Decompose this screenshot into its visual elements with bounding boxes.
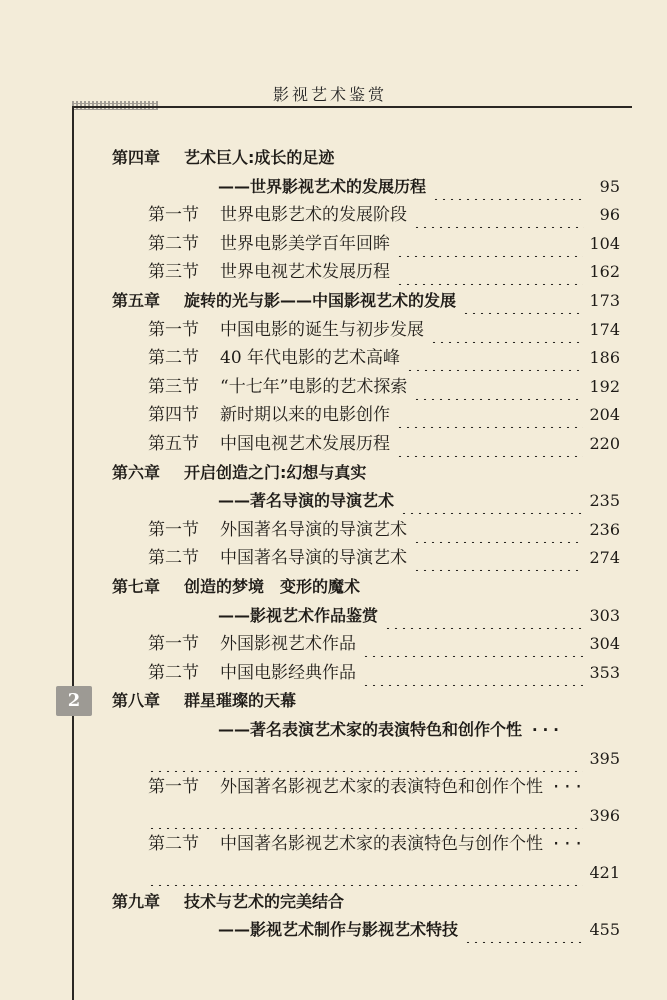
header-rule bbox=[72, 106, 632, 108]
toc-chapter-row bbox=[0, 288, 620, 314]
page-number: 173 bbox=[589, 291, 620, 310]
chapter-subtitle: ——世界影视艺术的发展历程 bbox=[218, 176, 427, 196]
page-number: 186 bbox=[589, 348, 620, 368]
toc-section-row bbox=[0, 431, 620, 457]
chapter-title: 艺术巨人:成长的足迹 bbox=[184, 148, 335, 167]
leader-tail: ··· bbox=[530, 720, 562, 739]
chapter-title: 开启创造之门:幻想与真实 bbox=[184, 462, 367, 482]
leader-dots bbox=[362, 639, 583, 657]
toc-section-row bbox=[0, 231, 620, 257]
leader-dots bbox=[406, 353, 583, 371]
section-label: 第四节 bbox=[148, 405, 199, 426]
section-title: 世界电视艺术发展历程 bbox=[220, 262, 390, 283]
section-label: 第二节 bbox=[148, 662, 199, 683]
page-number: 236 bbox=[589, 519, 620, 539]
section-label: 第二节 bbox=[148, 834, 199, 855]
section-label: 第三节 bbox=[148, 262, 199, 283]
leader-dots bbox=[413, 553, 583, 571]
page-number: 396 bbox=[589, 805, 620, 825]
toc-continuation-row bbox=[0, 803, 620, 829]
section-title: 外国著名导演的导演艺术 bbox=[220, 519, 407, 540]
page-number: 96 bbox=[599, 205, 620, 225]
section-title: 外国影视艺术作品 bbox=[220, 634, 356, 655]
section-label: 第一节 bbox=[148, 319, 199, 340]
leader-dots bbox=[148, 754, 583, 772]
toc-section-row bbox=[0, 631, 620, 657]
page-number: 204 bbox=[589, 405, 620, 425]
toc-chapter-row bbox=[0, 145, 620, 171]
leader-dots bbox=[400, 496, 583, 514]
leader-tail: ··· bbox=[551, 834, 585, 855]
toc-section-row bbox=[0, 317, 620, 343]
toc-subtitle-row bbox=[0, 603, 620, 629]
chapter-subtitle: ——影视艺术制作与影视艺术特技 bbox=[218, 920, 459, 940]
running-header-title: 影视艺术鉴赏 bbox=[272, 85, 388, 104]
toc-chapter-row bbox=[0, 688, 620, 714]
leader-dots bbox=[413, 210, 584, 228]
leader-dots bbox=[396, 410, 583, 428]
page-number: 304 bbox=[589, 634, 620, 654]
chapter-title: 创造的梦境 变形的魔术 bbox=[184, 577, 361, 596]
section-label: 第一节 bbox=[148, 205, 199, 226]
page-number: 95 bbox=[599, 176, 620, 196]
chapter-title: 技术与艺术的完美结合 bbox=[184, 891, 345, 911]
toc-chapter-row bbox=[0, 574, 620, 600]
toc-subtitle-row bbox=[0, 174, 620, 200]
page-number: 104 bbox=[589, 233, 620, 253]
toc-subtitle-row bbox=[0, 488, 620, 514]
chapter-title: 旋转的光与影——中国影视艺术的发展 bbox=[184, 291, 457, 310]
leader-dots bbox=[148, 868, 583, 886]
section-title: 40 年代电影的艺术高峰 bbox=[220, 348, 401, 369]
toc-section_wrap-row bbox=[0, 774, 620, 800]
toc-subtitle_wrap-row bbox=[0, 717, 620, 743]
section-title: 新时期以来的电影创作 bbox=[220, 405, 390, 426]
chapter-title: 群星璀璨的天幕 bbox=[184, 691, 297, 711]
chapter-label: 第七章 bbox=[112, 577, 161, 596]
leader-dots bbox=[148, 811, 583, 829]
leader-dots bbox=[413, 525, 583, 543]
section-label: 第一节 bbox=[148, 777, 199, 798]
section-label: 第二节 bbox=[148, 233, 199, 254]
chapter-label: 第四章 bbox=[112, 148, 161, 167]
section-title: 中国电影的诞生与初步发展 bbox=[220, 319, 424, 340]
toc-section-row bbox=[0, 660, 620, 686]
section-label: 第一节 bbox=[148, 634, 199, 655]
section-title: 世界电影艺术的发展阶段 bbox=[220, 205, 407, 226]
section-label: 第三节 bbox=[148, 376, 199, 397]
chapter-label: 第九章 bbox=[112, 891, 161, 911]
page-number: 455 bbox=[589, 920, 620, 940]
toc-section_wrap-row bbox=[0, 831, 620, 857]
chapter-label: 第六章 bbox=[112, 462, 161, 482]
leader-dots bbox=[384, 611, 583, 629]
leader-dots bbox=[430, 325, 583, 343]
leader-dots bbox=[396, 239, 583, 257]
section-title: 中国著名影视艺术家的表演特色与创作个性 bbox=[220, 834, 543, 855]
toc-section-row bbox=[0, 345, 620, 371]
toc-section-row bbox=[0, 259, 620, 285]
leader-dots bbox=[396, 267, 583, 285]
toc-chapter-row bbox=[0, 889, 620, 915]
leader-dots bbox=[413, 382, 583, 400]
page-number: 174 bbox=[589, 319, 620, 339]
toc-continuation-row bbox=[0, 860, 620, 886]
section-label: 第二节 bbox=[148, 548, 199, 569]
chapter-label: 第八章 bbox=[112, 691, 161, 711]
section-title: 中国电视艺术发展历程 bbox=[220, 434, 390, 454]
section-title: 外国著名影视艺术家的表演特色和创作个性 bbox=[220, 777, 543, 798]
section-title: 中国电影经典作品 bbox=[220, 662, 356, 683]
section-label: 第二节 bbox=[148, 348, 199, 369]
leader-dots bbox=[362, 668, 583, 686]
section-title: 中国著名导演的导演艺术 bbox=[220, 548, 407, 569]
toc-continuation-row bbox=[0, 746, 620, 772]
toc-section-row bbox=[0, 202, 620, 228]
leader-tail: ··· bbox=[551, 777, 585, 798]
leader-dots bbox=[462, 296, 583, 314]
leader-dots bbox=[432, 182, 584, 200]
page-number: 421 bbox=[589, 863, 620, 882]
section-title: 世界电影美学百年回眸 bbox=[220, 233, 390, 254]
toc-chapter-row bbox=[0, 460, 620, 486]
chapter-label: 第五章 bbox=[112, 291, 161, 310]
chapter-subtitle: ——影视艺术作品鉴赏 bbox=[218, 605, 379, 625]
page-number: 353 bbox=[589, 662, 620, 682]
toc-subtitle-row bbox=[0, 917, 620, 943]
page-number: 235 bbox=[589, 491, 620, 511]
page-number-tab: 2 bbox=[56, 686, 92, 716]
chapter-subtitle: ——著名表演艺术家的表演特色和创作个性 bbox=[218, 720, 523, 739]
chapter-subtitle: ——著名导演的导演艺术 bbox=[218, 491, 395, 511]
page-number: 395 bbox=[589, 748, 620, 768]
page-number: 192 bbox=[589, 376, 620, 396]
toc-section-row bbox=[0, 545, 620, 571]
page-number: 303 bbox=[589, 605, 620, 625]
section-label: 第一节 bbox=[148, 519, 199, 540]
section-label: 第五节 bbox=[148, 434, 199, 454]
toc-section-row bbox=[0, 517, 620, 543]
page-number: 162 bbox=[589, 262, 620, 282]
section-title: “十七年”电影的艺术探索 bbox=[220, 376, 408, 397]
page-number: 274 bbox=[589, 548, 620, 568]
toc-section-row bbox=[0, 402, 620, 428]
leader-dots bbox=[396, 439, 583, 457]
toc-section-row bbox=[0, 374, 620, 400]
page-number: 220 bbox=[589, 434, 620, 453]
leader-dots bbox=[464, 925, 583, 943]
